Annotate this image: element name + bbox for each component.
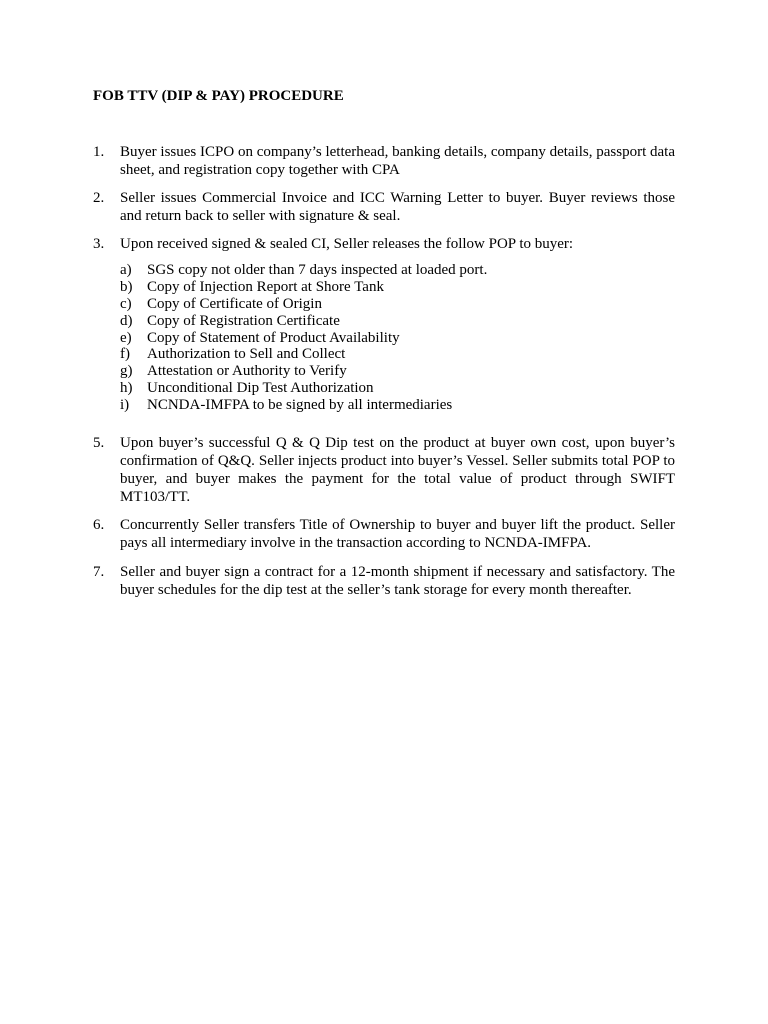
list-item-text: Upon buyer’s successful Q & Q Dip test on the product at buyer own cost, upon buyer’s confirmation of Q&Q. Seller injects product into buyer’s Vessel. Seller submits total POP to buyer, and buyer makes the payment for the total value of product through SWIFT MT103/TT. xyxy=(120,435,675,505)
sublist-item-letter: b) xyxy=(120,279,133,295)
sublist-item-text: Copy of Statement of Product Availability xyxy=(147,330,400,346)
list-item-number: 2. xyxy=(93,190,105,206)
list-item-text: Buyer issues ICPO on company’s letterhead, banking details, company details, passport data sheet, and registration copy together with CPA xyxy=(120,144,675,178)
sublist-item-letter: i) xyxy=(120,397,130,413)
sublist-item-text: Copy of Registration Certificate xyxy=(147,313,340,329)
list-item-number: 1. xyxy=(93,144,105,160)
list-item-text: Seller issues Commercial Invoice and ICC Warning Letter to buyer. Buyer reviews those and return back to seller with signature & seal. xyxy=(120,190,675,224)
list-item-6 xyxy=(93,516,675,552)
list-item-number: 7. xyxy=(93,564,105,580)
sublist-item-text: Unconditional Dip Test Authorization xyxy=(147,380,374,396)
list-item-5 xyxy=(93,434,675,506)
sublist-item-letter: h) xyxy=(120,380,133,396)
sublist-item-i xyxy=(120,397,452,414)
list-item-text: Upon received signed & sealed CI, Seller releases the follow POP to buyer: xyxy=(120,236,574,252)
sublist-item-e xyxy=(120,330,400,347)
sublist-item-text: Attestation or Authority to Verify xyxy=(147,363,347,379)
sublist-item-letter: e) xyxy=(120,330,132,346)
sublist-item-letter: c) xyxy=(120,296,132,312)
sublist-item-text: Copy of Injection Report at Shore Tank xyxy=(147,279,384,295)
list-item-2 xyxy=(93,189,675,225)
sublist-item-letter: a) xyxy=(120,262,132,278)
sublist-item-text: NCNDA-IMFPA to be signed by all intermediaries xyxy=(147,397,453,413)
sublist-item-text: SGS copy not older than 7 days inspected at loaded port. xyxy=(147,262,488,278)
sublist-item-b xyxy=(120,279,384,296)
sublist-item-letter: d) xyxy=(120,313,133,329)
document-title: FOB TTV (DIP & PAY) PROCEDURE xyxy=(93,88,344,104)
sublist-item-h xyxy=(120,380,374,397)
list-item-text: Seller and buyer sign a contract for a 12-month shipment if necessary and satisfactory. The buyer schedules for the dip test at the seller’s tank storage for every month thereafter. xyxy=(120,564,675,598)
sublist-item-a xyxy=(120,262,487,279)
sublist-item-letter: g) xyxy=(120,363,133,379)
list-item-text: Concurrently Seller transfers Title of Ownership to buyer and buyer lift the product. Seller pays all intermediary involve in the transaction according to NCNDA-IMFPA. xyxy=(120,517,675,551)
sublist-item-f xyxy=(120,346,345,363)
sublist-item-text: Authorization to Sell and Collect xyxy=(147,346,346,362)
sublist-item-g xyxy=(120,363,347,380)
list-item-1 xyxy=(93,143,675,179)
list-item-number: 6. xyxy=(93,517,105,533)
list-item-number: 5. xyxy=(93,435,105,451)
list-item-7 xyxy=(93,563,675,599)
sublist-item-d xyxy=(120,313,340,330)
list-item-3 xyxy=(93,235,675,253)
sublist-item-text: Copy of Certificate of Origin xyxy=(147,296,322,312)
sublist-item-letter: f) xyxy=(120,346,130,362)
list-item-number: 3. xyxy=(93,236,105,252)
sublist-item-c xyxy=(120,296,322,313)
